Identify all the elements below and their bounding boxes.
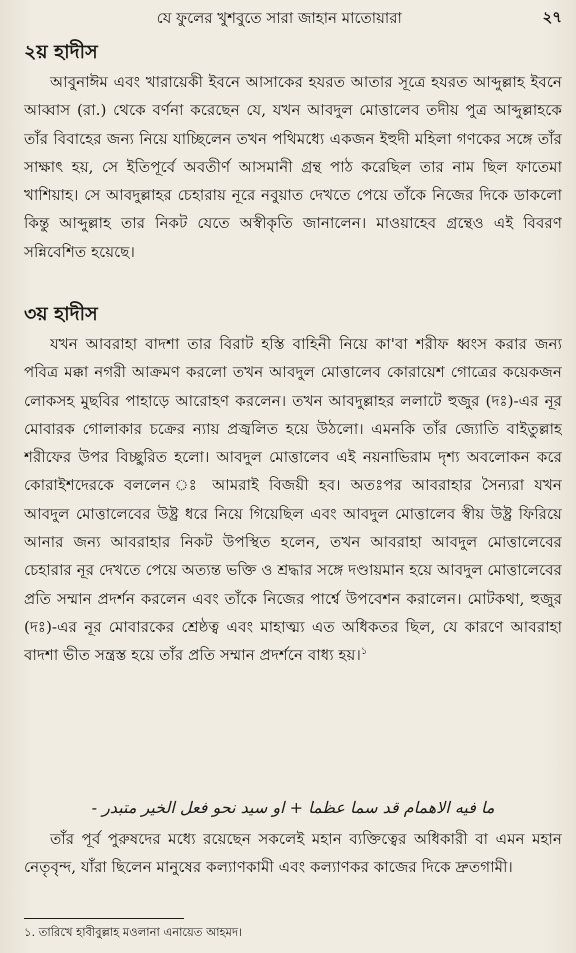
footnote-divider: [24, 918, 184, 919]
section-paragraph-3: [24, 330, 562, 783]
section-paragraph-2: আবুনাঈম এবং খারায়েকী ইবনে আসাকের হযরত আতার সূত্রে হযরত আব্দুল্লাহ ইবনে আব্বাস (রা.) থেকে বর্ণনা করেছেন যে, যখন আবদুল মোত্তালেব তদীয় পুত্র আব্দুল্লাহকে তাঁর বিবাহের জন্য নিয়ে যাচ্ছিলেন তখন পথিমধ্যে একজন ইহুদী মহিলা গণকের সঙ্গে তাঁর সাক্ষাৎ হয়, সে ইতিপূর্বে অবতীর্ণ আসমানী গ্রন্থ পাঠ করেছিল তার নাম ছিল ফাতেমা খাশিয়াহ। সে আবদুল্লাহর চেহারায় নূরে নবুয়াত দেখতে পেয়ে তাঁকে নিজের দিকে ডাকলো কিন্তু আব্দুল্লাহ তার নিকট যেতে অস্বীকৃতি জানালেন। মাওয়াহেব গ্রন্থেও এই বিবরণ সন্নিবেশিত হয়েছে।: [24, 73, 562, 261]
page-header: [24, 0, 562, 36]
running-title: যে ফুলের খুশবুতে সারা জাহান মাতোয়ারা: [156, 9, 402, 27]
footnote-marker: ১: [360, 646, 368, 658]
arabic-verse: ما فيه الاهمام قد سما عظما + او سيد نحو فعل الخير متبدر -: [91, 798, 495, 817]
page-number: ২৭: [542, 7, 562, 26]
section-heading-3: ৩য় হাদীস: [24, 303, 98, 325]
footnote: ১. তারিখে হাবীবুল্লাহ মওলানা এনায়েত আহমদ।: [24, 925, 243, 939]
section-heading-2: ২য় হাদীস: [24, 41, 98, 63]
section-paragraph-3-text: যখন আবরাহা বাদশা তার বিরাট হস্তি বাহিনী নিয়ে কা'বা শরীফ ধ্বংস করার জন্য পবিত্র মক্কা নগরী আক্রমণ করলো তখন আবদুল মোত্তালেব কোরায়েশ গোত্রের কয়েকজন লোকসহ মুছবির পাহাড়ে আরোহণ করলেন। তখন আবদুল্লাহর ললাটে হুজুর (দঃ)-এর নূর মোবারক গোলাকার চক্রের ন্যায় প্রজ্বলিত হয়ে উঠলো। এমনকি তাঁর জ্যোতি বাইতুল্লাহ শরীফের উপর বিচ্ছুরিত হলো। আবদুল মোত্তালেব এই নয়নাভিরাম দৃশ্য অবলোকন করে কোরাইশদেরকে বললেন ঃ আমরাই বিজয়ী হব। অতঃপর আবরাহার সৈন্যরা যখন আবদুল মোত্তালেবের উষ্ট্র ধরে নিয়ে গিয়েছিল এবং আবদুল মোত্তালেব স্বীয় উষ্ট্র ফিরিয়ে আনার জন্য আবরাহার নিকট উপস্থিত হলেন, তখন আবরাহা আবদুল মোত্তালেবের চেহারার নূর দেখতে পেয়ে অত্যন্ত ভক্তি ও শ্রদ্ধার সঙ্গে দণ্ডায়মান হয়ে আবদুল মোত্তালেবের প্রতি সম্মান প্রদর্শন করলেন এবং তাঁকে নিজের পার্শ্বে উপবেশন করালেন। মোটকথা, হুজুর (দঃ)-এর নূর মোবারকের শ্রেষ্ঠত্ব এবং মাহাত্ম্য এত অধিকতর ছিল, যে কারণে আবরাহা বাদশা ভীত সন্ত্রস্ত হয়ে তাঁর প্রতি সম্মান প্রদর্শনে বাধ্য হয়।: [24, 335, 562, 665]
closing-paragraph: তাঁর পূর্ব পুরুষদের মধ্যে রয়েছেন সকলেই মহান ব্যক্তিত্বের অধিকারী বা এমন মহান নেতৃবৃন্দ, যাঁরা ছিলেন মানুষের কল্যাণকামী এবং কল্যাণকর কাজের দিকে দ্রুতগামী।: [24, 830, 562, 877]
